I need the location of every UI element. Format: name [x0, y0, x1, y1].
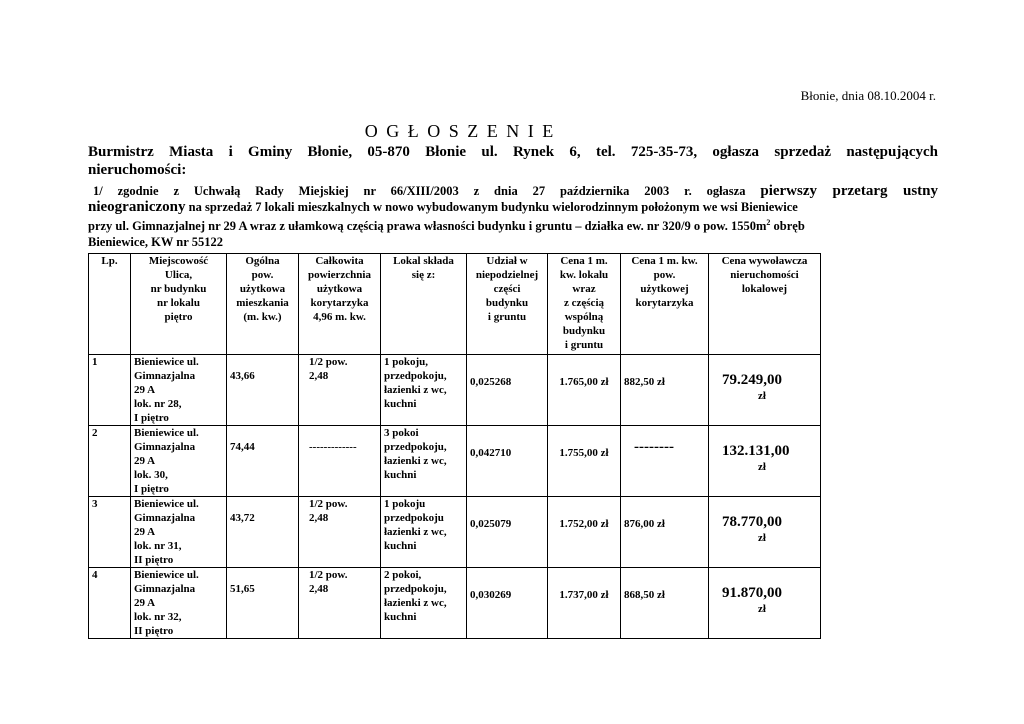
cell-lp — [89, 568, 131, 639]
cell-lp — [89, 497, 131, 568]
start-price-value: 91.870,00 — [722, 585, 782, 601]
header-line: niepodzielnej — [475, 269, 539, 281]
rooms-line: kuchni — [384, 540, 417, 552]
header-line: pow. — [653, 269, 676, 281]
rooms-line: przedpokoju, — [384, 583, 447, 595]
rooms-line: 1 pokoju, — [384, 356, 429, 368]
header-line: użytkowa — [239, 283, 286, 295]
header-line: kw. lokalu — [559, 269, 609, 281]
rooms-line: przedpokoju — [384, 512, 444, 524]
area-value: 51,65 — [230, 583, 255, 595]
currency-label: zł — [758, 603, 766, 615]
location-line: I piętro — [134, 483, 169, 495]
rooms-line: 3 pokoi — [384, 427, 419, 439]
corridor-line: 1/2 pow. — [309, 356, 348, 368]
price-m-value: 1.752,00 zł — [559, 518, 609, 530]
header-rooms — [381, 254, 467, 355]
header-line: Cena 1 m. kw. — [631, 255, 698, 267]
header-line: i gruntu — [487, 311, 527, 323]
cell-area — [227, 355, 299, 426]
currency-label: zł — [758, 532, 766, 544]
location-line: lok. nr 28, — [134, 398, 182, 410]
location-line: lok. nr 31, — [134, 540, 182, 552]
corridor-line: 2,48 — [309, 512, 329, 524]
cell-share — [467, 568, 548, 639]
header-line: Cena 1 m. — [560, 255, 608, 267]
rooms-line: przedpokoju, — [384, 370, 447, 382]
header-line: powierzchnia — [308, 269, 371, 281]
location-line: I piętro — [134, 412, 169, 424]
header-price-corridor — [621, 254, 709, 355]
cell-corridor — [299, 355, 381, 426]
cell-price-m — [548, 426, 621, 497]
header-line: Ogólna — [245, 255, 280, 267]
header-line: korytarzyka — [310, 297, 369, 309]
para-e: przy ul. Gimnazjalnej nr 29 A wraz z ułamkową częścią prawa własności budynku i gruntu – działka ew. nr 320/9 o pow. 1550m — [88, 219, 767, 234]
para-c: nieograniczony — [88, 199, 186, 215]
location-line: Gimnazjalna — [134, 583, 196, 595]
lots-table — [88, 253, 821, 639]
area-value: 43,66 — [230, 370, 255, 382]
para-sup: 2 — [766, 218, 771, 227]
cell-lp — [89, 426, 131, 497]
para-d: na sprzedaż 7 lokali mieszkalnych w nowo wybudowanym budynku wielorodzinnym położonym we wsi Bieniewice — [188, 200, 798, 214]
para-g: Bieniewice, KW nr 55122 — [88, 235, 223, 250]
para-f: obręb — [773, 219, 805, 234]
header-start-price — [709, 254, 821, 355]
cell-rooms — [381, 568, 467, 639]
cell-start-price — [709, 355, 821, 426]
header-share — [467, 254, 548, 355]
area-value: 74,44 — [230, 441, 255, 453]
rooms-line: łazienki z wc, — [384, 526, 447, 538]
start-price-value: 132.131,00 — [722, 443, 790, 459]
cell-corridor — [299, 497, 381, 568]
page-title: O G Ł O S Z E N I E — [364, 121, 556, 141]
cell-price-corridor — [621, 497, 709, 568]
cell-location — [131, 355, 227, 426]
rooms-line: kuchni — [384, 469, 417, 481]
location-line: Bieniewice ul. — [134, 427, 199, 439]
price-corridor-value: -------- — [634, 439, 674, 455]
header-line: Cena wywoławcza — [721, 255, 808, 267]
share-value: 0,030269 — [470, 589, 512, 601]
rooms-line: kuchni — [384, 398, 417, 410]
cell-rooms — [381, 497, 467, 568]
currency-label: zł — [758, 461, 766, 473]
cell-price-m — [548, 568, 621, 639]
cell-location — [131, 426, 227, 497]
corridor-line: 2,48 — [309, 583, 329, 595]
header-line: piętro — [164, 311, 193, 323]
cell-start-price — [709, 568, 821, 639]
price-m-value: 1.765,00 zł — [559, 376, 609, 388]
header-line: Udział w — [486, 255, 528, 267]
header-line: wspólną — [564, 311, 604, 323]
date-line: Błonie, dnia 08.10.2004 r. — [800, 88, 936, 103]
para-a: 1/ zgodnie z Uchwałą Rady Miejskiej nr 66/XIII/2003 z dnia 27 października 2003 r. ogłasza — [93, 184, 746, 198]
location-line: 29 A — [134, 455, 156, 467]
table-row — [89, 497, 821, 568]
cell-price-corridor — [621, 568, 709, 639]
cell-area — [227, 426, 299, 497]
header-line: nr budynku — [150, 283, 207, 295]
cell-start-price — [709, 426, 821, 497]
location-line: Gimnazjalna — [134, 441, 196, 453]
header-area — [227, 254, 299, 355]
header-line: części — [493, 283, 521, 295]
corridor-line: 1/2 pow. — [309, 498, 348, 510]
location-line: 29 A — [134, 526, 156, 538]
start-price-value: 78.770,00 — [722, 514, 782, 530]
cell-share — [467, 355, 548, 426]
price-corridor-value: 868,50 zł — [624, 589, 665, 601]
location-line: Gimnazjalna — [134, 512, 196, 524]
share-value: 0,025079 — [470, 518, 512, 530]
header-line: nr lokalu — [157, 297, 200, 309]
rooms-line: łazienki z wc, — [384, 597, 447, 609]
cell-location — [131, 497, 227, 568]
header-line: Ulica, — [164, 269, 193, 281]
header-lp: Lp. — [89, 254, 131, 355]
corridor-line: 1/2 pow. — [309, 569, 348, 581]
rooms-line: kuchni — [384, 611, 417, 623]
share-value: 0,042710 — [470, 447, 512, 459]
location-line: 29 A — [134, 597, 156, 609]
header-line: budynku — [485, 297, 529, 309]
header-location — [131, 254, 227, 355]
location-line: 29 A — [134, 384, 156, 396]
rooms-line: łazienki z wc, — [384, 455, 447, 467]
corridor-line: ------------- — [309, 441, 357, 453]
share-value: 0,025268 — [470, 376, 512, 388]
header-line: nieruchomości — [730, 269, 799, 281]
header-line: użytkowej — [640, 283, 689, 295]
header-line: wraz — [572, 283, 596, 295]
location-line: Bieniewice ul. — [134, 569, 199, 581]
cell-corridor — [299, 568, 381, 639]
lp-value: 1 — [92, 356, 98, 368]
cell-location — [131, 568, 227, 639]
price-m-value: 1.737,00 zł — [559, 589, 609, 601]
header-line: z częścią — [564, 297, 604, 309]
price-corridor-value: 882,50 zł — [624, 376, 665, 388]
cell-area — [227, 497, 299, 568]
para-b: pierwszy przetarg ustny — [760, 183, 939, 199]
header-line: Miejscowość — [148, 255, 209, 267]
cell-price-corridor — [621, 355, 709, 426]
table-row — [89, 355, 821, 426]
currency-label: zł — [758, 390, 766, 402]
cell-price-m — [548, 497, 621, 568]
announcement-paragraph — [88, 183, 938, 250]
header-line: Lokal składa — [393, 255, 454, 267]
header-line: (m. kw.) — [243, 311, 282, 323]
location-line: lok. nr 32, — [134, 611, 182, 623]
start-price-value: 79.249,00 — [722, 372, 782, 388]
cell-share — [467, 426, 548, 497]
lp-value: 4 — [92, 569, 98, 581]
location-line: lok. 30, — [134, 469, 168, 481]
location-line: Bieniewice ul. — [134, 356, 199, 368]
header-line: pow. — [251, 269, 274, 281]
location-line: Gimnazjalna — [134, 370, 196, 382]
intro-line-1: Burmistrz Miasta i Gminy Błonie, 05-870 Błonie ul. Rynek 6, tel. 725-35-73, ogłasza sprzedaż następujących — [88, 144, 938, 160]
rooms-line: łazienki z wc, — [384, 384, 447, 396]
cell-price-m — [548, 355, 621, 426]
area-value: 43,72 — [230, 512, 255, 524]
location-line: Bieniewice ul. — [134, 498, 199, 510]
table-row — [89, 568, 821, 639]
price-m-value: 1.755,00 zł — [559, 447, 609, 459]
lp-value: 3 — [92, 498, 98, 510]
lp-value: 2 — [92, 427, 98, 439]
intro-line-2: nieruchomości: — [88, 162, 187, 178]
header-line: 4,96 m. kw. — [313, 311, 366, 323]
header-line: lokalowej — [741, 283, 788, 295]
cell-share — [467, 497, 548, 568]
header-line: użytkowa — [316, 283, 363, 295]
corridor-line: 2,48 — [309, 370, 329, 382]
cell-start-price — [709, 497, 821, 568]
cell-rooms — [381, 355, 467, 426]
cell-corridor — [299, 426, 381, 497]
header-corridor — [299, 254, 381, 355]
header-line: Całkowita — [315, 255, 364, 267]
cell-rooms — [381, 426, 467, 497]
header-line: i gruntu — [564, 339, 604, 351]
cell-area — [227, 568, 299, 639]
price-corridor-value: 876,00 zł — [624, 518, 665, 530]
header-price-m — [548, 254, 621, 355]
header-line: korytarzyka — [635, 297, 694, 309]
header-line: się z: — [411, 269, 436, 281]
rooms-line: przedpokoju, — [384, 441, 447, 453]
cell-price-corridor — [621, 426, 709, 497]
location-line: II piętro — [134, 554, 174, 566]
location-line: II piętro — [134, 625, 174, 637]
rooms-line: 2 pokoi, — [384, 569, 422, 581]
cell-lp — [89, 355, 131, 426]
header-line: budynku — [562, 325, 606, 337]
header-line: mieszkania — [236, 297, 289, 309]
rooms-line: 1 pokoju — [384, 498, 426, 510]
table-row — [89, 426, 821, 497]
